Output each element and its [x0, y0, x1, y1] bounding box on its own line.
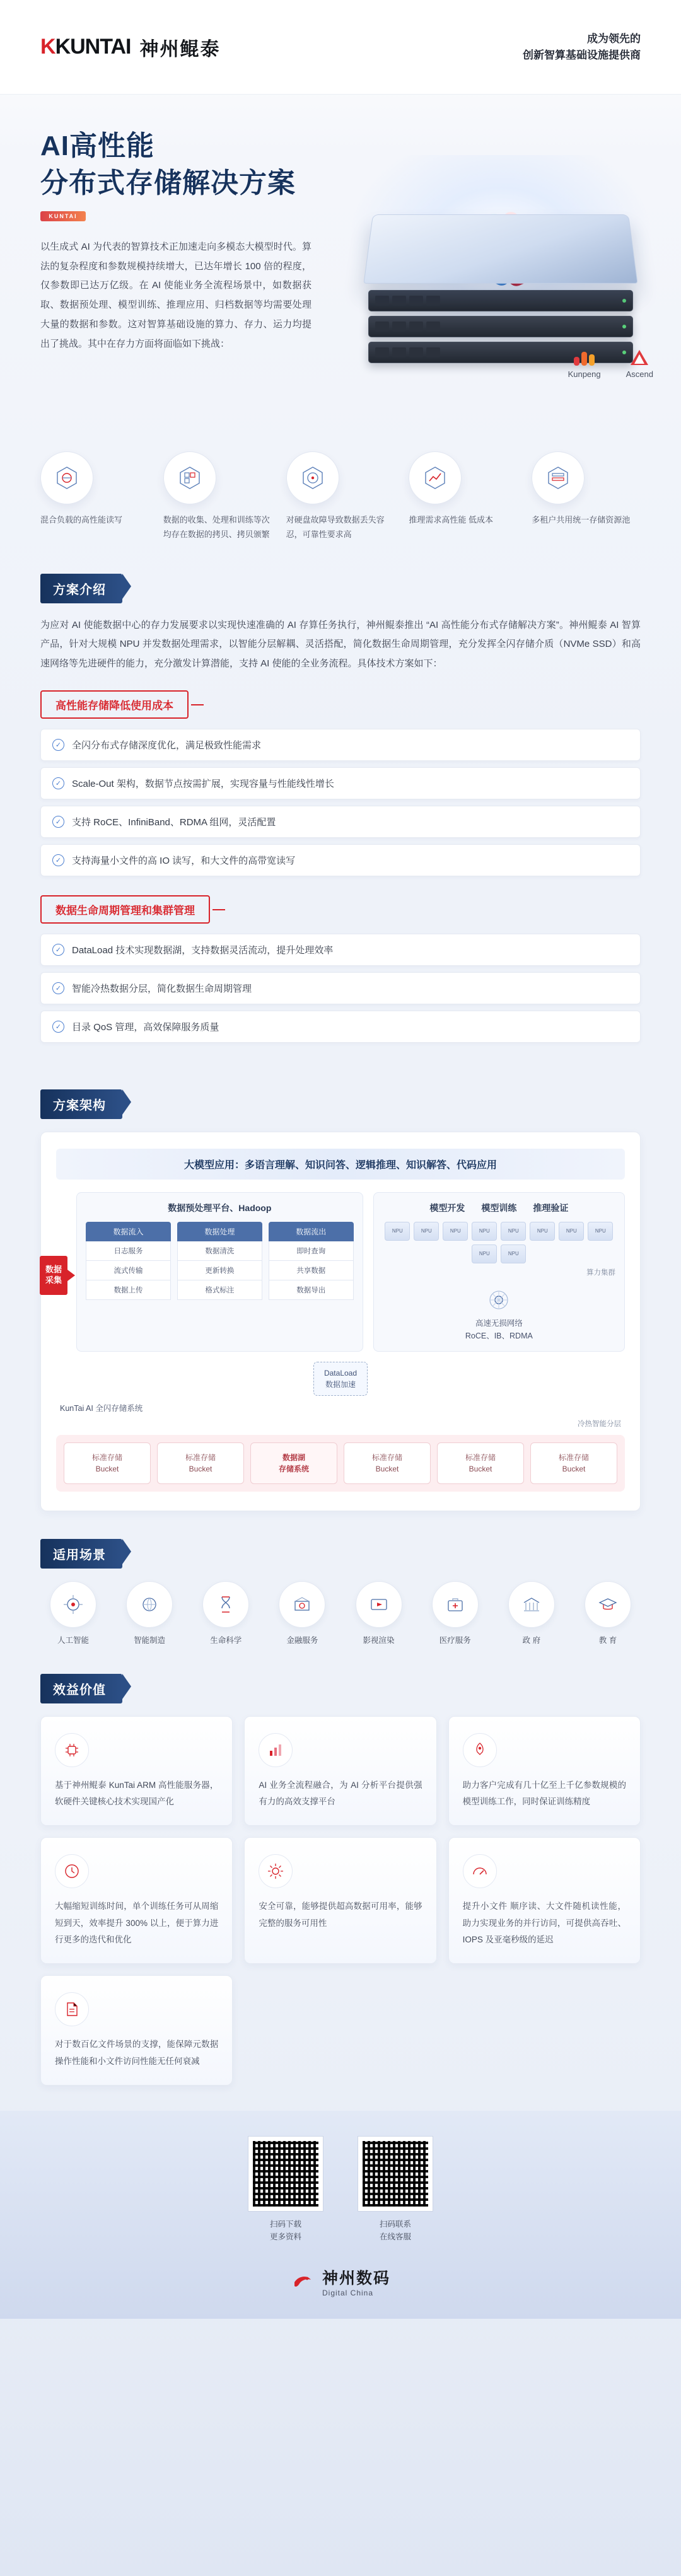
- storage-system-label: KunTai AI 全闪存储系统: [60, 1403, 143, 1413]
- benefit-card: [40, 1837, 233, 1964]
- arch-cell: 数据导出: [269, 1280, 354, 1300]
- feature-list-2: [40, 934, 641, 1043]
- benefit-text: 大幅缩短训练时间，单个训练任务可从周缩短到天，效率提升 300% 以上，便于算力进行更多的迭代和优化: [55, 1901, 219, 1944]
- check-icon: ✓: [52, 739, 64, 751]
- check-icon: ✓: [52, 1021, 64, 1033]
- challenge-text: 对硬盘故障导致数据丢失容忍，可靠性要求高: [286, 515, 385, 539]
- mixed-load-icon: [40, 451, 93, 504]
- header-slogan: [523, 31, 641, 63]
- data-collect-icon: [163, 451, 216, 504]
- hero-paragraph: 以生成式 AI 为代表的智算技术正加速走向多模态大模型时代。算法的复杂程度和参数规模持续增大，已达年增长 100 倍的程度，仅参数即已达万亿级。在 AI 使能业务全流程场景中，如数据获取、数据预处理、模型训练、推理应用、归档数据等均需要处理大量的数据和参数。这对智算基础设施的算力、存力、运力均提出了挑战。其中在存力方面将面临如下挑战：: [40, 241, 311, 349]
- challenge-item: [532, 451, 641, 542]
- arch-cell: 数据上传: [86, 1280, 171, 1300]
- hero-illustration: [343, 155, 658, 363]
- benefits-section: [0, 1716, 681, 2086]
- benefit-text: 提升小文件 顺序读、大文件随机读性能，助力实现业务的并行访问，可提供高吞吐、IOPS 及亚毫秒级的延迟: [462, 1901, 626, 1944]
- scenario-item: [346, 1581, 412, 1646]
- footer-brand: [40, 2266, 641, 2297]
- scenario-item: [499, 1581, 564, 1646]
- benefit-card: [40, 1716, 233, 1826]
- scenario-label: 生命科学: [210, 1635, 242, 1645]
- check-icon: ✓: [52, 944, 64, 956]
- storage-bucket: 标准存储 Bucket: [157, 1442, 244, 1484]
- npu-chip: NPU: [385, 1222, 410, 1241]
- arch-cell: 日志服务: [86, 1241, 171, 1261]
- section-header-intro: 方案介绍: [40, 574, 122, 603]
- challenge-item: [286, 451, 395, 542]
- storage-bucket: 标准存储 Bucket: [64, 1442, 151, 1484]
- scenario-label: 政 府: [522, 1635, 541, 1645]
- storage-bucket: 标准存储 Bucket: [344, 1442, 431, 1484]
- scenario-label: 智能制造: [134, 1635, 166, 1645]
- education-icon: [585, 1581, 631, 1628]
- arch-cell: 共享数据: [269, 1261, 354, 1280]
- npu-chip: NPU: [588, 1222, 613, 1241]
- hero-section: [0, 95, 681, 448]
- kunpeng-icon: [574, 349, 595, 366]
- arch-right-panel: [373, 1192, 625, 1352]
- arch-network-box: [383, 1286, 615, 1342]
- arch-cell: 即时查询: [269, 1241, 354, 1261]
- logo-kunpeng: [568, 349, 601, 379]
- feature-title-1: 高性能存储降低使用成本: [40, 690, 189, 719]
- section-header-scenarios: 适用场景: [40, 1539, 122, 1569]
- check-icon: ✓: [52, 854, 64, 866]
- arch-network-sub: RoCE、IB、RDMA: [465, 1331, 533, 1340]
- feature-item-label: 支持 RoCE、InfiniBand、RDMA 组网，灵活配置: [72, 816, 276, 828]
- benefit-text: 基于神州鲲泰 KunTai ARM 高性能服务器，软硬件关键核心技术实现国产化: [55, 1780, 219, 1807]
- arch-cell: 格式标注: [177, 1280, 262, 1300]
- feature-item: [40, 729, 641, 761]
- arch-left-panel-title: 数据预处理平台、Hadoop: [168, 1202, 272, 1213]
- scenario-list: [40, 1581, 641, 1646]
- server-stack-graphic: [368, 210, 633, 363]
- inference-icon: [409, 451, 462, 504]
- arch-right-title: 模型开发: [429, 1202, 465, 1213]
- arch-cell: 流式传输: [86, 1261, 171, 1280]
- arch-chip-grid: [383, 1222, 615, 1263]
- npu-chip: NPU: [472, 1244, 497, 1263]
- feature-item-label: 智能冷热数据分层，简化数据生命周期管理: [72, 983, 252, 994]
- finance-icon: [279, 1581, 325, 1628]
- npu-chip: NPU: [443, 1222, 468, 1241]
- check-icon: ✓: [52, 982, 64, 994]
- dataload-sub: 数据加速: [325, 1379, 356, 1389]
- qr-code-image: [248, 2136, 323, 2212]
- challenge-text: 多租户共用统一存储资源池: [532, 515, 631, 525]
- feature-item: [40, 934, 641, 966]
- partner-logos: [568, 349, 653, 379]
- hero-badge-text: KUNTAI: [49, 212, 78, 219]
- challenge-text: 数据的收集、处理和训练等次均存在数据的拷贝、拷贝颁繁: [163, 515, 270, 539]
- challenge-text: 混合负载的高性能读写: [40, 515, 123, 525]
- benefit-text: 安全可靠，能够提供超高数据可用率，能够完整的服务可用性: [259, 1901, 422, 1928]
- scenario-item: [269, 1581, 335, 1646]
- qr-code-image: [358, 2136, 433, 2212]
- arch-middle-row: [56, 1192, 625, 1352]
- dataload-box: [56, 1362, 625, 1396]
- arch-column: [269, 1222, 354, 1300]
- ascend-icon: [630, 349, 649, 366]
- qr-row: [40, 2136, 641, 2243]
- check-icon: ✓: [52, 777, 64, 789]
- feature-item: [40, 806, 641, 838]
- logo-ascend-label: Ascend: [626, 369, 653, 379]
- scenario-label: 人工智能: [57, 1635, 89, 1645]
- feature-list-1: [40, 729, 641, 876]
- qr-caption: [358, 2218, 433, 2243]
- chart-icon: [259, 1733, 293, 1767]
- qr-caption-line1: 扫码下载: [269, 2219, 301, 2229]
- challenge-item: [40, 451, 149, 542]
- government-icon: [508, 1581, 555, 1628]
- feature-title-2: 数据生命周期管理和集群管理: [40, 895, 210, 924]
- life-science-icon: [202, 1581, 249, 1628]
- benefit-text: AI 业务全流程融合，为 AI 分析平台提供强有力的高效支撑平台: [259, 1780, 422, 1807]
- scenario-item: [193, 1581, 259, 1646]
- footer-brand-en: Digital China: [322, 2288, 374, 2297]
- npu-chip: NPU: [472, 1222, 497, 1241]
- npu-chip: NPU: [501, 1222, 526, 1241]
- section-header-benefits: 效益价值: [40, 1674, 122, 1703]
- brand-logo: [40, 33, 220, 61]
- arch-cell: 更新转换: [177, 1261, 262, 1280]
- scenario-label: 影视渲染: [363, 1635, 395, 1645]
- arch-compute-cluster-label: 算力集群: [586, 1268, 615, 1277]
- qr-caption-line2: 在线客服: [379, 2232, 411, 2241]
- arch-network-title: 高速无损网络: [475, 1318, 523, 1328]
- multi-tenant-icon: [532, 451, 585, 504]
- qr-caption: [248, 2218, 323, 2243]
- npu-chip: NPU: [501, 1244, 526, 1263]
- gear-icon: [259, 1854, 293, 1888]
- arch-right-title: 模型训练: [481, 1202, 517, 1213]
- dataload-title: DataLoad: [323, 1368, 358, 1378]
- page-footer: [0, 2111, 681, 2319]
- arch-column-head: 数据处理: [177, 1222, 262, 1241]
- arch-left-columns: [86, 1222, 354, 1300]
- challenge-text: 推理需求高性能 低成本: [409, 515, 494, 525]
- scenarios-section: [0, 1581, 681, 1646]
- arch-column-head: 数据流出: [269, 1222, 354, 1241]
- qr-caption-line2: 更多资料: [269, 2232, 301, 2241]
- intro-section: [0, 616, 681, 1043]
- npu-chip: NPU: [414, 1222, 439, 1241]
- qr-caption-line1: 扫码联系: [379, 2219, 411, 2229]
- arch-right-titles: [383, 1202, 615, 1214]
- npu-chip: NPU: [559, 1222, 584, 1241]
- digital-china-logo-icon: [291, 2270, 315, 2294]
- page-header: [0, 0, 681, 95]
- architecture-section: [0, 1132, 681, 1511]
- arch-banner: 大模型应用：多语言理解、知识问答、逻辑推理、知识解答、代码应用: [56, 1149, 625, 1180]
- feature-item: [40, 972, 641, 1004]
- benefit-grid: [40, 1716, 641, 2086]
- feature-item-label: DataLoad 技术实现数据湖，支持数据灵活流动，提升处理效率: [72, 944, 334, 956]
- rocket-icon: [463, 1733, 497, 1767]
- arch-column: [177, 1222, 262, 1300]
- check-icon: ✓: [52, 816, 64, 828]
- arch-cell: 数据清洗: [177, 1241, 262, 1261]
- brand-mark-cn: 神州鲲泰: [139, 38, 221, 60]
- feature-item-label: 目录 QoS 管理，高效保障服务质量: [72, 1021, 219, 1033]
- benefit-card: [244, 1716, 436, 1826]
- slogan-line-1: 成为领先的: [587, 33, 641, 45]
- qr-support[interactable]: [358, 2136, 433, 2243]
- arch-data-collect-tag: 数据采集: [40, 1256, 67, 1295]
- intro-paragraph: 为应对 AI 使能数据中心的存力发展要求以实现快速准确的 AI 存算任务执行，神州鲲泰推出 “AI 高性能分布式存储解决方案”。神州鲲泰 AI 智算产品，针对大规模 NPU 并发数据处理需求，以智能分层解耦、灵活搭配，简化数据生命周期管理，充分发挥全闪存储介质（NVMe SSD）和高速网络等先进硬件的能力，充分激发计算潜能，支持 AI 使能的全业务流程。具体技术方案如下：: [40, 619, 641, 669]
- storage-bucket: 标准存储 Bucket: [530, 1442, 617, 1484]
- feature-item-label: 支持海量小文件的高 IO 读写，和大文件的高带宽读写: [72, 855, 296, 866]
- qr-download[interactable]: [248, 2136, 323, 2243]
- arch-column: [86, 1222, 171, 1300]
- smart-city-icon: [126, 1581, 173, 1628]
- scenario-item: [575, 1581, 641, 1646]
- arch-right-title: 推理验证: [533, 1202, 569, 1213]
- benefit-card: [448, 1716, 641, 1826]
- scenario-item: [117, 1581, 182, 1646]
- bucket-row: [56, 1435, 625, 1492]
- logo-kunpeng-label: Kunpeng: [568, 369, 601, 379]
- data-lake-bucket: 数据湖 存储系统: [250, 1442, 337, 1484]
- hero-title-line1: AI高性能: [40, 131, 154, 161]
- benefit-text: 助力客户完成有几十亿至上千亿参数规模的模型训练工作，同时保证训练精度: [462, 1780, 626, 1807]
- scenario-label: 教 育: [598, 1635, 617, 1645]
- arch-left-panel: [76, 1192, 363, 1352]
- feature-item-label: 全闪分布式存储深度优化，满足极致性能需求: [72, 740, 262, 751]
- medical-icon: [432, 1581, 479, 1628]
- clock-icon: [55, 1854, 89, 1888]
- feature-item-label: Scale-Out 架构，数据节点按需扩展，实现容量与性能线性增长: [72, 778, 334, 789]
- benefit-text: 对于数百亿文件场景的支撑，能保障元数据操作性能和小文件访问性能无任何衰减: [55, 2039, 219, 2066]
- media-icon: [356, 1581, 402, 1628]
- hero-title-line2: 分布式存储解决方案: [40, 168, 296, 199]
- hero-badge: [40, 211, 86, 221]
- disk-failure-icon: [286, 451, 339, 504]
- challenge-item: [163, 451, 272, 542]
- challenge-list: [0, 448, 681, 567]
- feature-item: [40, 844, 641, 876]
- section-header-architecture: 方案架构: [40, 1089, 122, 1119]
- npu-chip: NPU: [530, 1222, 555, 1241]
- network-icon: [485, 1286, 513, 1314]
- brand-en-text: KUNTAI: [55, 35, 131, 59]
- scenario-item: [40, 1581, 106, 1646]
- ai-icon: [50, 1581, 96, 1628]
- benefit-card: [244, 1837, 436, 1964]
- scenario-label: 医疗服务: [439, 1635, 471, 1645]
- feature-item: [40, 1011, 641, 1043]
- footer-brand-cn: 神州数码: [322, 2269, 390, 2287]
- scenario-label: 金融服务: [286, 1635, 318, 1645]
- tier-note: 冷热智能分层: [578, 1420, 621, 1428]
- storage-bucket: 标准存储 Bucket: [437, 1442, 524, 1484]
- brand-mark-en: KKUNTAI: [40, 35, 131, 59]
- benefit-card: [40, 1975, 233, 2086]
- file-icon: [55, 1992, 89, 2026]
- slogan-line-2: 创新智算基础设施提供商: [523, 49, 641, 61]
- feature-item: [40, 767, 641, 799]
- chip-icon: [55, 1733, 89, 1767]
- architecture-diagram: [40, 1132, 641, 1511]
- speed-icon: [463, 1854, 497, 1888]
- logo-ascend: [626, 349, 653, 379]
- benefit-card: [448, 1837, 641, 1964]
- scenario-item: [422, 1581, 488, 1646]
- challenge-item: [409, 451, 518, 542]
- arch-column-head: 数据流入: [86, 1222, 171, 1241]
